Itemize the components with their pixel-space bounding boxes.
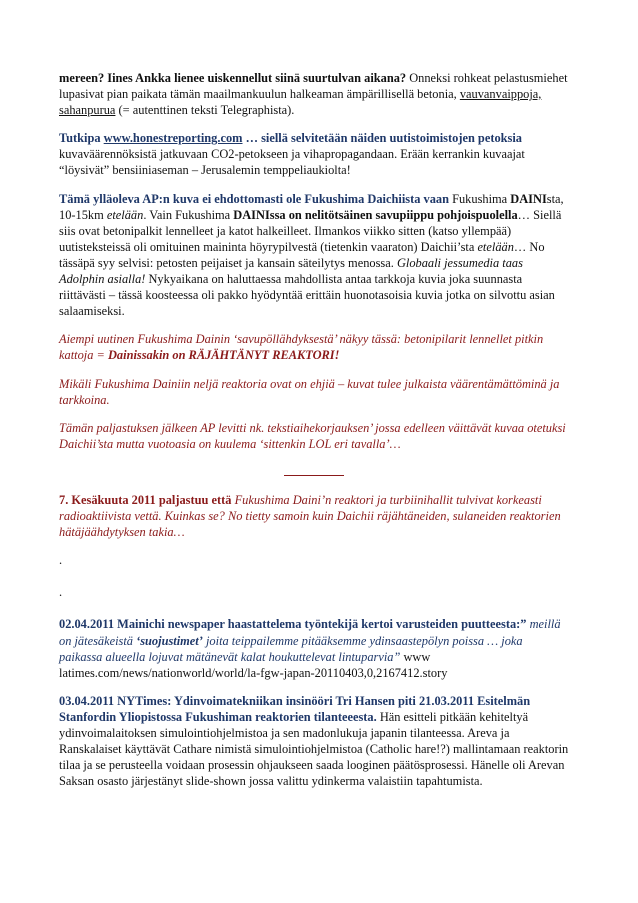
body-text: (= autenttinen teksti Telegraphista). xyxy=(115,103,295,118)
italic-text: meillä on jätesäkeistä xyxy=(59,617,561,648)
body-text: kuvaväärennöksistä jatkuvaan CO2-petokseen ja vihapropagandaan. Erään kerrankin kuvaajat “löysivät” bensiiniaseman – Jerusalemin temppeliaukiolta! xyxy=(59,147,525,178)
body-text: Onneksi rohkeat pelastusmiehet lupasivat pian paikata tämän maailmankuulun halkeaman ämpärillisellä betonia, xyxy=(59,71,568,102)
paragraph-ines-ankka xyxy=(59,70,569,118)
body-text: Hän esitteli pitkään kehiteltyä ydinvoimalaitoksen simulointiohjelmistoa ja sen madonlukuja japanin tilanteessa. Areva ja Ranskalaiset käyttävät Cathare nimistä simulointiohjelmistoa (Catholic hare!?) mallintamaan reaktorin tilaa ja se perusteella voidaan prosessin ohjaukseen saada looginen päätösprosessi. Hänelle oli Arevan Saksan osasto järjestänyt slide-shown jossa valittu ydinkerma valaistiin tapahtumista. xyxy=(59,709,569,789)
italic-text: etelään xyxy=(477,239,514,254)
italic-text: Mikäli Fukushima Dainiin neljä reaktoria ovat on ehjiä – kuvat tulee julkaista väärentämättöminä ja tarkkoina. xyxy=(59,376,560,407)
dot-spacer: . xyxy=(59,585,63,600)
bold-text: Tämä ylläoleva AP:n kuva ei ehdottomasti ole Fukushima Daichiista vaan xyxy=(59,191,449,206)
bold-italic-text: Dainissakin on RÄJÄHTÄNYT REAKTORI! xyxy=(107,348,340,363)
bold-italic-text: ‘suojustimet’ xyxy=(133,633,203,648)
bold-text: DAINIssa on nelitötsäinen savupiippu pohjoispuolella xyxy=(233,207,518,222)
italic-text: Tämän paljastuksen jälkeen AP levitti nk. tekstiaihekorjauksen’ jossa edelleen väittävät kuvaa otetuksi Daichii’sta mutta vuotoasia on kuulema ‘sittenkin LOL eri tavalla’… xyxy=(59,420,566,451)
dot-spacer: . xyxy=(59,553,63,568)
bold-text: DAINI xyxy=(510,191,547,206)
url-text: www latimes.com/news/nationworld/world/la-fgw-japan-20110403,0,2167412.story xyxy=(59,649,448,680)
separator-line xyxy=(59,464,569,480)
paragraph-honestreporting xyxy=(59,130,569,178)
bold-text: … siellä selvitetään näiden uutistoimistojen petoksia xyxy=(242,131,522,146)
paragraph-mainichi xyxy=(59,616,569,680)
bold-text: mereen? Iines Ankka lienee uiskennellut siinä suurtulvan aikana? xyxy=(59,71,407,85)
body-text: Fukushima xyxy=(449,191,511,206)
separator-rule xyxy=(284,467,344,476)
bold-text: 02.04.2011 Mainichi newspaper haastattelema työntekijä kertoi varusteiden puutteesta:” xyxy=(59,617,527,632)
body-text: … Siellä siis ovat betonipalkit lennelleet ja katot halkeilleet. Ilmankos viikko sitten (katso yllempää) uutisteksteissä oli omituinen maininta höyrypilvestä (tietenkin vaaraton) Daichii’sta xyxy=(59,207,562,254)
paragraph-ap-correction xyxy=(59,420,569,452)
body-text: Nykyaikana on haluttaessa mahdollista antaa tarkkoja kuvia joka suunnasta riittävästi – tässä koosteessa oli pakko hyödyntää erittäin huonotasoisia kuvia jotka on silvottu asian salaamiseksi. xyxy=(59,272,555,319)
italic-text: Aiempi uutinen Fukushima Dainin ‘savupöllähdyksestä’ näkyy tässä: betonipilarit lennellet pitkin kattoja = xyxy=(59,332,544,363)
paragraph-nytimes xyxy=(59,693,569,790)
document-page xyxy=(59,70,569,801)
italic-text: Fukushima Daini’n reaktori ja turbiinihallit tulvivat korkeasti radioaktiivista vettä. Kuinkas se? No tietty samoin kuin Daichii räjähtäneiden, sulaneiden reaktorien hätäjäähdytyksen takia… xyxy=(59,492,561,540)
underlined-text: vauvanvaippoja, sahanpurua xyxy=(59,87,542,118)
paragraph-earlier-news xyxy=(59,331,569,363)
italic-text: joita teippailemme pitääksemme ydinsaastepölyn poissa … joka paikassa alueella lojuvat mätänevät kalat houkuttelevat lintuparvia” xyxy=(59,633,523,664)
paragraph-ap-image xyxy=(59,191,569,320)
italic-text: etelään xyxy=(106,207,144,222)
paragraph-daini-reactors xyxy=(59,376,569,408)
bold-text: 03.04.2011 NYTimes: Ydinvoimatekniikan insinööri Tri Hansen piti 21.03.2011 Esitelmän Stanfordin Yliopistossa Fukushiman reaktorien tilanteeesta. xyxy=(59,693,531,724)
body-text: … No tässäpä syy selvisi: petosten peijaiset ja kansain säteilytys menossa. xyxy=(59,239,545,270)
paragraph-june-7 xyxy=(59,492,569,540)
italic-text: Globaali jessumedia taas Adolphin asialla! xyxy=(59,255,523,287)
body-text: . Vain Fukushima xyxy=(143,207,234,222)
honestreporting-link[interactable]: www.honestreporting.com xyxy=(103,131,243,146)
body-text: sta, 10-15km xyxy=(59,191,564,222)
bold-text: 7. Kesäkuuta 2011 paljastuu että xyxy=(59,492,232,507)
bold-text: Tutkipa xyxy=(59,131,104,146)
